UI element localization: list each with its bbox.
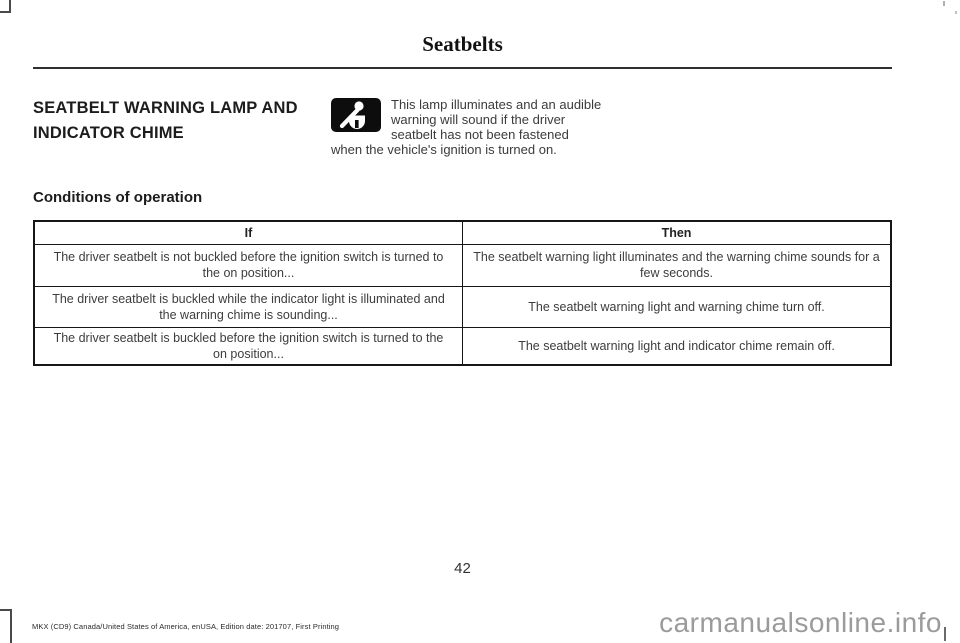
table-row — [34, 327, 891, 365]
cell-then-3: The seatbelt warning light and indicator chime remain off. — [463, 327, 892, 365]
seatbelt-warning-lamp-icon — [331, 98, 381, 132]
conditions-subheading: Conditions of operation — [33, 189, 203, 206]
cell-if-2: The driver seatbelt is buckled while the indicator light is illuminated and the warning chime is sounding... — [34, 286, 463, 327]
column-header-if: If — [34, 221, 463, 244]
edition-imprint: MKX (CD9) Canada/United States of America, enUSA, Edition date: 201707, First Printing — [32, 622, 340, 631]
conditions-table — [33, 220, 892, 366]
column-header-then: Then — [463, 221, 892, 244]
table-row — [34, 286, 891, 327]
page-number: 42 — [454, 560, 471, 577]
crop-tick-top-right-1 — [943, 1, 945, 6]
cell-if-1: The driver seatbelt is not buckled before the ignition switch is turned to the on position... — [34, 244, 463, 286]
cell-if-3: The driver seatbelt is buckled before the ignition switch is turned to the on position... — [34, 327, 463, 365]
header-divider — [33, 67, 892, 69]
crop-tick-bottom-right — [944, 627, 946, 641]
cell-then-2: The seatbelt warning light and warning chime turn off. — [463, 286, 892, 327]
crop-tick-top-right-2 — [955, 11, 957, 14]
table-row — [34, 244, 891, 286]
chapter-title: Seatbelts — [422, 32, 503, 56]
lamp-description-block — [331, 97, 602, 157]
section-heading: SEATBELT WARNING LAMP AND INDICATOR CHIME — [33, 99, 298, 142]
lamp-description-text: This lamp illuminates and an audible warning will sound if the driver seatbelt has not been fastened when the vehicle's ignition is turned on. — [331, 97, 602, 157]
watermark-link[interactable]: carmanualsonline.info — [659, 607, 942, 638]
crop-mark-top-left — [0, 0, 11, 13]
cell-then-1: The seatbelt warning light illuminates and the warning chime sounds for a few seconds. — [463, 244, 892, 286]
crop-mark-bottom-left — [0, 609, 12, 643]
table-header-row — [34, 221, 891, 244]
